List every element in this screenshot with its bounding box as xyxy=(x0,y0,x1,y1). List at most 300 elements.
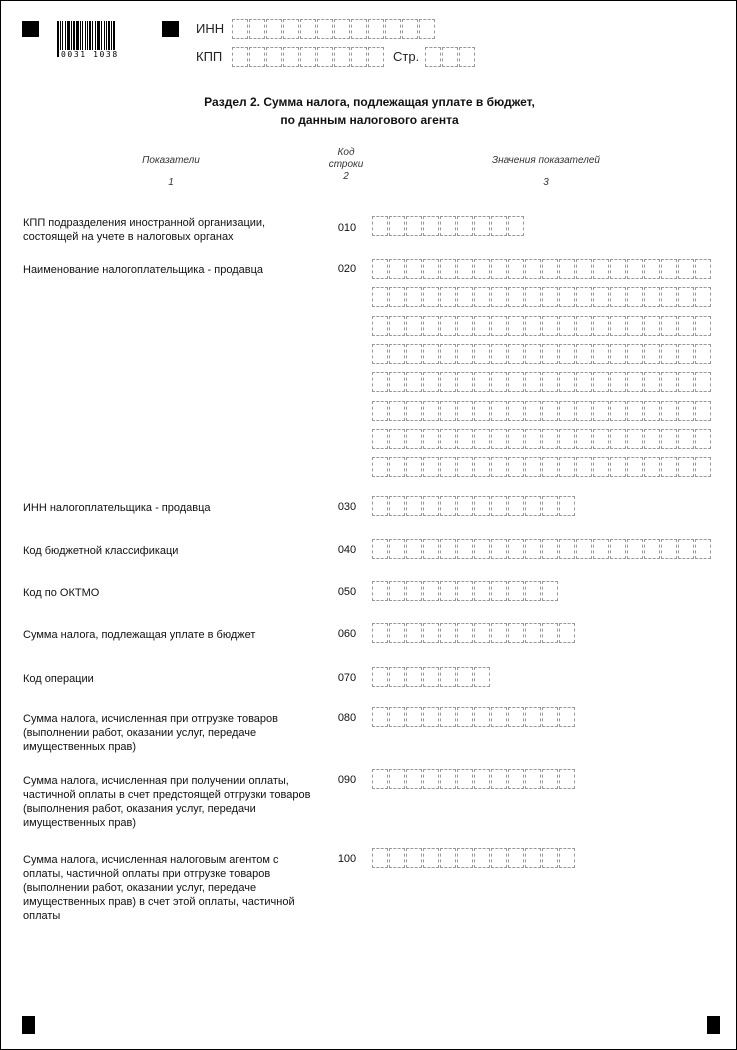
char-cell[interactable] xyxy=(593,372,609,392)
char-cell[interactable] xyxy=(661,259,677,279)
char-cell[interactable] xyxy=(457,429,473,449)
char-cell[interactable] xyxy=(457,259,473,279)
page-number-input[interactable] xyxy=(425,47,475,67)
char-cell[interactable] xyxy=(525,496,541,516)
char-cell[interactable] xyxy=(542,496,558,516)
char-cell[interactable] xyxy=(334,47,350,67)
char-cell[interactable] xyxy=(372,457,388,477)
char-cell[interactable] xyxy=(525,769,541,789)
char-cell[interactable] xyxy=(644,457,660,477)
char-cell[interactable] xyxy=(406,429,422,449)
char-cell[interactable] xyxy=(300,47,316,67)
char-cell[interactable] xyxy=(576,287,592,307)
char-cell[interactable] xyxy=(474,287,490,307)
char-cell[interactable] xyxy=(542,581,558,601)
char-cell[interactable] xyxy=(695,259,711,279)
char-cell[interactable] xyxy=(644,401,660,421)
char-cell[interactable] xyxy=(372,667,388,687)
char-cell[interactable] xyxy=(644,287,660,307)
char-cell[interactable] xyxy=(440,769,456,789)
char-cell[interactable] xyxy=(508,623,524,643)
char-cell[interactable] xyxy=(508,344,524,364)
char-cell[interactable] xyxy=(266,19,282,39)
row-input-080[interactable] xyxy=(372,707,575,727)
char-cell[interactable] xyxy=(389,216,405,236)
char-cell[interactable] xyxy=(406,581,422,601)
char-cell[interactable] xyxy=(440,539,456,559)
char-cell[interactable] xyxy=(593,344,609,364)
char-cell[interactable] xyxy=(457,372,473,392)
char-cell[interactable] xyxy=(610,457,626,477)
char-cell[interactable] xyxy=(419,19,435,39)
char-cell[interactable] xyxy=(542,769,558,789)
char-cell[interactable] xyxy=(576,372,592,392)
char-cell[interactable] xyxy=(678,316,694,336)
char-cell[interactable] xyxy=(457,769,473,789)
char-cell[interactable] xyxy=(406,539,422,559)
char-cell[interactable] xyxy=(593,457,609,477)
char-cell[interactable] xyxy=(559,707,575,727)
char-cell[interactable] xyxy=(508,216,524,236)
char-cell[interactable] xyxy=(372,259,388,279)
char-cell[interactable] xyxy=(423,581,439,601)
char-cell[interactable] xyxy=(372,496,388,516)
char-cell[interactable] xyxy=(695,316,711,336)
char-cell[interactable] xyxy=(372,216,388,236)
char-cell[interactable] xyxy=(406,344,422,364)
char-cell[interactable] xyxy=(644,344,660,364)
char-cell[interactable] xyxy=(300,19,316,39)
char-cell[interactable] xyxy=(440,401,456,421)
char-cell[interactable] xyxy=(389,344,405,364)
char-cell[interactable] xyxy=(474,216,490,236)
row-input-020-line-6[interactable] xyxy=(372,401,711,421)
char-cell[interactable] xyxy=(644,539,660,559)
char-cell[interactable] xyxy=(389,457,405,477)
char-cell[interactable] xyxy=(525,287,541,307)
char-cell[interactable] xyxy=(508,581,524,601)
char-cell[interactable] xyxy=(491,623,507,643)
char-cell[interactable] xyxy=(440,372,456,392)
char-cell[interactable] xyxy=(474,848,490,868)
char-cell[interactable] xyxy=(610,539,626,559)
char-cell[interactable] xyxy=(440,316,456,336)
char-cell[interactable] xyxy=(542,401,558,421)
char-cell[interactable] xyxy=(389,429,405,449)
char-cell[interactable] xyxy=(491,457,507,477)
char-cell[interactable] xyxy=(525,372,541,392)
char-cell[interactable] xyxy=(559,623,575,643)
char-cell[interactable] xyxy=(661,457,677,477)
char-cell[interactable] xyxy=(457,581,473,601)
char-cell[interactable] xyxy=(457,848,473,868)
char-cell[interactable] xyxy=(491,316,507,336)
char-cell[interactable] xyxy=(525,344,541,364)
char-cell[interactable] xyxy=(474,372,490,392)
char-cell[interactable] xyxy=(695,344,711,364)
char-cell[interactable] xyxy=(695,372,711,392)
char-cell[interactable] xyxy=(440,707,456,727)
char-cell[interactable] xyxy=(542,287,558,307)
char-cell[interactable] xyxy=(695,401,711,421)
char-cell[interactable] xyxy=(406,496,422,516)
char-cell[interactable] xyxy=(576,539,592,559)
char-cell[interactable] xyxy=(457,216,473,236)
char-cell[interactable] xyxy=(610,287,626,307)
char-cell[interactable] xyxy=(372,623,388,643)
char-cell[interactable] xyxy=(389,667,405,687)
char-cell[interactable] xyxy=(423,372,439,392)
inn-input[interactable] xyxy=(232,19,435,39)
char-cell[interactable] xyxy=(474,667,490,687)
char-cell[interactable] xyxy=(368,47,384,67)
char-cell[interactable] xyxy=(610,316,626,336)
char-cell[interactable] xyxy=(389,372,405,392)
char-cell[interactable] xyxy=(457,401,473,421)
char-cell[interactable] xyxy=(457,623,473,643)
char-cell[interactable] xyxy=(678,344,694,364)
row-input-020-line-5[interactable] xyxy=(372,372,711,392)
char-cell[interactable] xyxy=(542,316,558,336)
char-cell[interactable] xyxy=(459,47,475,67)
char-cell[interactable] xyxy=(542,707,558,727)
char-cell[interactable] xyxy=(474,623,490,643)
char-cell[interactable] xyxy=(389,401,405,421)
char-cell[interactable] xyxy=(491,372,507,392)
char-cell[interactable] xyxy=(372,401,388,421)
char-cell[interactable] xyxy=(661,401,677,421)
char-cell[interactable] xyxy=(372,848,388,868)
char-cell[interactable] xyxy=(406,457,422,477)
char-cell[interactable] xyxy=(576,429,592,449)
char-cell[interactable] xyxy=(440,259,456,279)
char-cell[interactable] xyxy=(610,429,626,449)
char-cell[interactable] xyxy=(508,539,524,559)
char-cell[interactable] xyxy=(457,344,473,364)
char-cell[interactable] xyxy=(525,623,541,643)
char-cell[interactable] xyxy=(559,344,575,364)
char-cell[interactable] xyxy=(610,259,626,279)
char-cell[interactable] xyxy=(525,707,541,727)
char-cell[interactable] xyxy=(593,401,609,421)
char-cell[interactable] xyxy=(508,316,524,336)
char-cell[interactable] xyxy=(508,496,524,516)
char-cell[interactable] xyxy=(474,316,490,336)
char-cell[interactable] xyxy=(508,457,524,477)
row-input-030[interactable] xyxy=(372,496,575,516)
char-cell[interactable] xyxy=(695,539,711,559)
char-cell[interactable] xyxy=(442,47,458,67)
char-cell[interactable] xyxy=(593,316,609,336)
char-cell[interactable] xyxy=(266,47,282,67)
char-cell[interactable] xyxy=(610,401,626,421)
char-cell[interactable] xyxy=(423,316,439,336)
char-cell[interactable] xyxy=(627,259,643,279)
char-cell[interactable] xyxy=(559,372,575,392)
char-cell[interactable] xyxy=(474,344,490,364)
char-cell[interactable] xyxy=(491,848,507,868)
char-cell[interactable] xyxy=(406,848,422,868)
char-cell[interactable] xyxy=(423,496,439,516)
char-cell[interactable] xyxy=(491,769,507,789)
char-cell[interactable] xyxy=(695,429,711,449)
char-cell[interactable] xyxy=(423,457,439,477)
char-cell[interactable] xyxy=(457,496,473,516)
row-input-020-line-4[interactable] xyxy=(372,344,711,364)
char-cell[interactable] xyxy=(559,539,575,559)
row-input-020-line-7[interactable] xyxy=(372,429,711,449)
char-cell[interactable] xyxy=(576,457,592,477)
char-cell[interactable] xyxy=(249,47,265,67)
char-cell[interactable] xyxy=(351,47,367,67)
char-cell[interactable] xyxy=(559,401,575,421)
char-cell[interactable] xyxy=(661,429,677,449)
char-cell[interactable] xyxy=(525,848,541,868)
char-cell[interactable] xyxy=(644,429,660,449)
char-cell[interactable] xyxy=(457,287,473,307)
char-cell[interactable] xyxy=(525,259,541,279)
char-cell[interactable] xyxy=(474,401,490,421)
char-cell[interactable] xyxy=(317,19,333,39)
char-cell[interactable] xyxy=(440,496,456,516)
char-cell[interactable] xyxy=(559,496,575,516)
char-cell[interactable] xyxy=(525,539,541,559)
char-cell[interactable] xyxy=(508,287,524,307)
char-cell[interactable] xyxy=(627,316,643,336)
char-cell[interactable] xyxy=(559,316,575,336)
char-cell[interactable] xyxy=(661,539,677,559)
char-cell[interactable] xyxy=(661,344,677,364)
char-cell[interactable] xyxy=(372,287,388,307)
char-cell[interactable] xyxy=(542,623,558,643)
char-cell[interactable] xyxy=(542,259,558,279)
char-cell[interactable] xyxy=(457,707,473,727)
char-cell[interactable] xyxy=(678,539,694,559)
char-cell[interactable] xyxy=(678,287,694,307)
char-cell[interactable] xyxy=(372,372,388,392)
char-cell[interactable] xyxy=(423,667,439,687)
char-cell[interactable] xyxy=(593,259,609,279)
char-cell[interactable] xyxy=(406,769,422,789)
char-cell[interactable] xyxy=(508,259,524,279)
char-cell[interactable] xyxy=(491,216,507,236)
char-cell[interactable] xyxy=(542,457,558,477)
row-input-100[interactable] xyxy=(372,848,575,868)
char-cell[interactable] xyxy=(423,344,439,364)
char-cell[interactable] xyxy=(474,769,490,789)
char-cell[interactable] xyxy=(440,581,456,601)
char-cell[interactable] xyxy=(508,372,524,392)
char-cell[interactable] xyxy=(559,848,575,868)
char-cell[interactable] xyxy=(440,344,456,364)
char-cell[interactable] xyxy=(425,47,441,67)
char-cell[interactable] xyxy=(232,47,248,67)
char-cell[interactable] xyxy=(627,287,643,307)
char-cell[interactable] xyxy=(423,769,439,789)
char-cell[interactable] xyxy=(406,707,422,727)
char-cell[interactable] xyxy=(317,47,333,67)
char-cell[interactable] xyxy=(474,457,490,477)
char-cell[interactable] xyxy=(559,769,575,789)
char-cell[interactable] xyxy=(576,316,592,336)
row-input-020-line-8[interactable] xyxy=(372,457,711,477)
char-cell[interactable] xyxy=(351,19,367,39)
char-cell[interactable] xyxy=(474,259,490,279)
char-cell[interactable] xyxy=(423,287,439,307)
row-input-010[interactable] xyxy=(372,216,524,236)
char-cell[interactable] xyxy=(406,372,422,392)
char-cell[interactable] xyxy=(627,344,643,364)
row-input-050[interactable] xyxy=(372,581,558,601)
char-cell[interactable] xyxy=(249,19,265,39)
char-cell[interactable] xyxy=(576,344,592,364)
char-cell[interactable] xyxy=(542,848,558,868)
char-cell[interactable] xyxy=(389,623,405,643)
char-cell[interactable] xyxy=(474,707,490,727)
char-cell[interactable] xyxy=(457,539,473,559)
char-cell[interactable] xyxy=(457,316,473,336)
kpp-input[interactable] xyxy=(232,47,384,67)
char-cell[interactable] xyxy=(474,581,490,601)
char-cell[interactable] xyxy=(372,429,388,449)
char-cell[interactable] xyxy=(334,19,350,39)
char-cell[interactable] xyxy=(661,287,677,307)
char-cell[interactable] xyxy=(474,429,490,449)
char-cell[interactable] xyxy=(491,259,507,279)
char-cell[interactable] xyxy=(232,19,248,39)
char-cell[interactable] xyxy=(678,429,694,449)
char-cell[interactable] xyxy=(610,344,626,364)
char-cell[interactable] xyxy=(389,707,405,727)
char-cell[interactable] xyxy=(508,707,524,727)
char-cell[interactable] xyxy=(423,848,439,868)
char-cell[interactable] xyxy=(423,539,439,559)
char-cell[interactable] xyxy=(627,372,643,392)
char-cell[interactable] xyxy=(368,19,384,39)
char-cell[interactable] xyxy=(389,539,405,559)
char-cell[interactable] xyxy=(525,581,541,601)
char-cell[interactable] xyxy=(661,372,677,392)
char-cell[interactable] xyxy=(423,259,439,279)
char-cell[interactable] xyxy=(406,623,422,643)
char-cell[interactable] xyxy=(491,581,507,601)
char-cell[interactable] xyxy=(406,316,422,336)
char-cell[interactable] xyxy=(695,287,711,307)
char-cell[interactable] xyxy=(627,539,643,559)
char-cell[interactable] xyxy=(525,401,541,421)
char-cell[interactable] xyxy=(440,429,456,449)
char-cell[interactable] xyxy=(678,457,694,477)
char-cell[interactable] xyxy=(678,259,694,279)
char-cell[interactable] xyxy=(644,372,660,392)
char-cell[interactable] xyxy=(491,401,507,421)
char-cell[interactable] xyxy=(372,581,388,601)
char-cell[interactable] xyxy=(440,623,456,643)
char-cell[interactable] xyxy=(661,316,677,336)
char-cell[interactable] xyxy=(559,429,575,449)
char-cell[interactable] xyxy=(283,19,299,39)
char-cell[interactable] xyxy=(508,401,524,421)
char-cell[interactable] xyxy=(457,667,473,687)
row-input-040[interactable] xyxy=(372,539,711,559)
char-cell[interactable] xyxy=(644,316,660,336)
char-cell[interactable] xyxy=(372,344,388,364)
row-input-020-line-1[interactable] xyxy=(372,259,711,279)
char-cell[interactable] xyxy=(610,372,626,392)
char-cell[interactable] xyxy=(695,457,711,477)
char-cell[interactable] xyxy=(457,457,473,477)
char-cell[interactable] xyxy=(678,401,694,421)
char-cell[interactable] xyxy=(491,429,507,449)
char-cell[interactable] xyxy=(525,316,541,336)
char-cell[interactable] xyxy=(406,667,422,687)
char-cell[interactable] xyxy=(389,581,405,601)
char-cell[interactable] xyxy=(559,287,575,307)
char-cell[interactable] xyxy=(542,344,558,364)
char-cell[interactable] xyxy=(491,539,507,559)
char-cell[interactable] xyxy=(440,457,456,477)
char-cell[interactable] xyxy=(559,457,575,477)
row-input-060[interactable] xyxy=(372,623,575,643)
char-cell[interactable] xyxy=(627,401,643,421)
char-cell[interactable] xyxy=(440,287,456,307)
char-cell[interactable] xyxy=(474,539,490,559)
char-cell[interactable] xyxy=(372,316,388,336)
char-cell[interactable] xyxy=(406,287,422,307)
char-cell[interactable] xyxy=(627,429,643,449)
char-cell[interactable] xyxy=(491,344,507,364)
char-cell[interactable] xyxy=(283,47,299,67)
char-cell[interactable] xyxy=(389,496,405,516)
row-input-090[interactable] xyxy=(372,769,575,789)
char-cell[interactable] xyxy=(402,19,418,39)
row-input-070[interactable] xyxy=(372,667,490,687)
char-cell[interactable] xyxy=(372,769,388,789)
char-cell[interactable] xyxy=(508,848,524,868)
char-cell[interactable] xyxy=(389,769,405,789)
char-cell[interactable] xyxy=(678,372,694,392)
char-cell[interactable] xyxy=(440,667,456,687)
char-cell[interactable] xyxy=(576,401,592,421)
char-cell[interactable] xyxy=(542,429,558,449)
char-cell[interactable] xyxy=(440,848,456,868)
row-input-020-line-3[interactable] xyxy=(372,316,711,336)
char-cell[interactable] xyxy=(423,707,439,727)
char-cell[interactable] xyxy=(474,496,490,516)
char-cell[interactable] xyxy=(372,707,388,727)
char-cell[interactable] xyxy=(627,457,643,477)
char-cell[interactable] xyxy=(593,539,609,559)
char-cell[interactable] xyxy=(406,216,422,236)
char-cell[interactable] xyxy=(406,401,422,421)
char-cell[interactable] xyxy=(423,401,439,421)
char-cell[interactable] xyxy=(525,457,541,477)
char-cell[interactable] xyxy=(385,19,401,39)
char-cell[interactable] xyxy=(491,287,507,307)
char-cell[interactable] xyxy=(593,287,609,307)
row-input-020-line-2[interactable] xyxy=(372,287,711,307)
char-cell[interactable] xyxy=(576,259,592,279)
char-cell[interactable] xyxy=(593,429,609,449)
char-cell[interactable] xyxy=(644,259,660,279)
char-cell[interactable] xyxy=(389,287,405,307)
char-cell[interactable] xyxy=(423,429,439,449)
char-cell[interactable] xyxy=(406,259,422,279)
char-cell[interactable] xyxy=(508,769,524,789)
char-cell[interactable] xyxy=(542,539,558,559)
char-cell[interactable] xyxy=(525,429,541,449)
char-cell[interactable] xyxy=(491,707,507,727)
